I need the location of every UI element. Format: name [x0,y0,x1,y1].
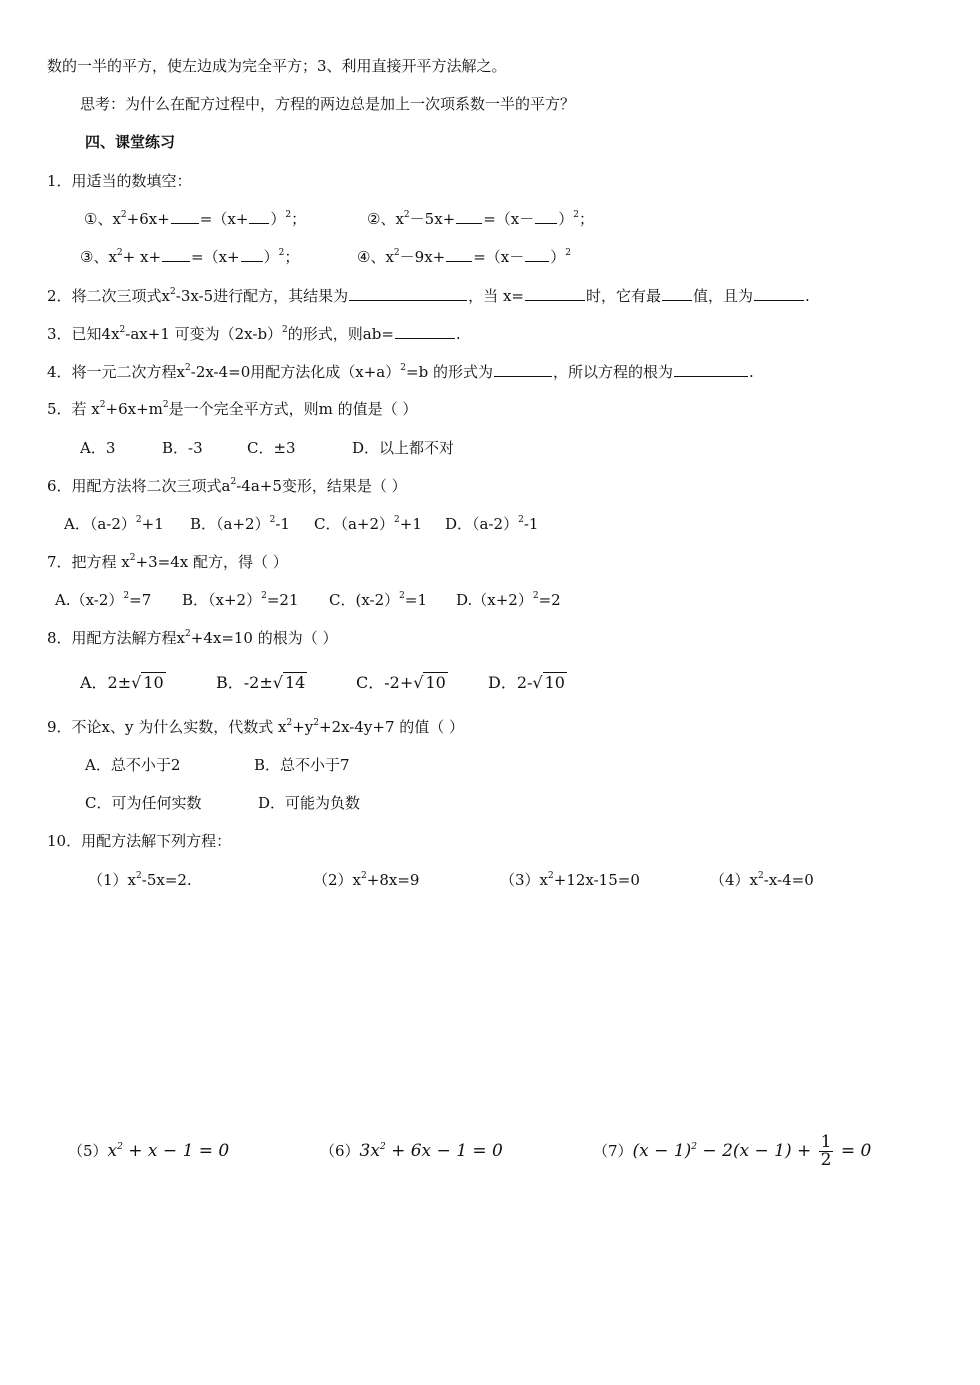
thinking-question: 思考：为什么在配方过程中，方程的两边总是加上一次项系数一半的平方？ [80,95,576,113]
q6-option-b: B．$(a+2)^2-1$ [190,515,290,533]
q3: 3．已知$4x^2-ax+1$ 可变为$(2x-b)^2$的形式，则ab= . [47,325,461,343]
q7-option-d: $D.(x+2)^2=2$ [456,591,561,609]
q6-option-c: C．$(a+2)^2+1$ [314,515,422,533]
q8-option-b: B．-2±√ 14 [216,673,306,692]
q1-item-d: ④、$x^2-9x+ =(x- )^2$ [357,248,572,266]
q1-item-b: ②、$x^2-5x+ =(x- )^2$； [367,210,595,228]
q10-part-6: $(6)3x^2 + 6x - 1 = 0$ [320,1141,503,1161]
q1-item-a: ①、$x^2+6x+ =(x+ )^2$； [84,210,307,228]
q4: 4．将一元二次方程$x^2-2x-4=0$用配方法化成$(x+a)^2=b$ 的形式为 ，所以方程的根为 . [47,363,754,381]
q10-part-3: $(3)x^2+12x-15=0$ [500,871,640,889]
q5-stem: 5．若 $x^2+6x+m^2$是一个完全平方式，则m 的值是（ ） [47,400,418,418]
q10-part-4: $(4)x^2-x-4=0$ [710,871,814,889]
q9-option-b: B．总不小于7 [254,756,350,774]
q2: 2．将二次三项式$x^2-3x-5$进行配方，其结果为 ，当 x= 时，它有最 值，且为 . [47,287,810,305]
section-title: 四、课堂练习 [85,133,176,151]
q1-item-c: ③、$x^2+ x+ =(x+ )^2$； [80,248,300,266]
q1-stem: 1．用适当的数填空： [47,172,192,190]
intro-tail: 数的一半的平方，使左边成为完全平方；3、利用直接开平方法解之。 [47,57,507,75]
q6-option-d: D．$(a-2)^2-1$ [445,515,539,533]
q10-part-7: $(7)(x - 1)^2 - 2(x - 1)$ + $\frac{1}{2}$ = 0 [593,1132,872,1170]
q7-option-b: B．$(x+2)^2=21$ [182,591,299,609]
q5-option-d: D．以上都不对 [352,439,455,457]
q9-stem: 9．不论x、y 为什么实数，代数式 $x^2+y^2+2x-4y+7$ 的值（ ） [47,718,465,736]
q8-option-d: D．2-√ 10 [488,673,565,692]
q7-option-c: C．(x-2）$^2$=1 [329,591,427,609]
q5-option-a: A．3 [80,439,116,457]
q10-part-2: $(2)x^2+8x=9$ [313,871,420,889]
q5-option-c: C．±3 [247,439,296,457]
q8-stem: 8．用配方法解方程$x^2+4x=10$ 的根为（ ） [47,629,338,647]
q10-stem: 10．用配方法解下列方程： [47,832,232,850]
q6-option-a: A．$(a-2)^2+1$ [64,515,164,533]
q8-option-a: A．2±√ 10 [80,673,164,692]
q9-option-c: C．可为任何实数 [85,794,202,812]
q9-option-a: A．总不小于2 [85,756,181,774]
q5-option-b: B．-3 [162,439,203,457]
q7-option-a: $A.(x-2)^2=7$ [55,591,152,609]
q6-stem: 6．用配方法将二次三项式$a^2-4a+5$变形，结果是（ ） [47,477,407,495]
q10-part-5: $(5)x^2 + x - 1 = 0$ [68,1141,230,1161]
q8-option-c: C．-2+√ 10 [356,673,446,692]
q9-option-d: D．可能为负数 [258,794,361,812]
q7-stem: 7．把方程 $x^2+3=4x$ 配方，得（ ） [47,553,288,571]
q10-part-1: $(1)x^2-5x=2$. [88,871,192,889]
